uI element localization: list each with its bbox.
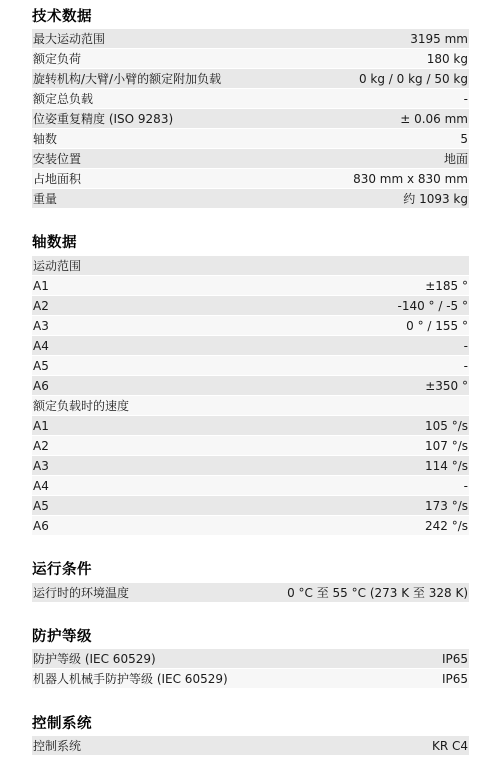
row-label: A4 bbox=[33, 338, 49, 353]
row-label: A3 bbox=[33, 458, 49, 473]
table-row bbox=[32, 649, 469, 669]
row-value: 约 1093 kg bbox=[403, 192, 468, 206]
row-value: IP65 bbox=[441, 651, 468, 666]
row-label: 运动范围 bbox=[33, 259, 82, 273]
operating-conditions-table bbox=[32, 583, 469, 603]
row-value: 242 °/s bbox=[424, 518, 468, 533]
row-value: 107 °/s bbox=[424, 438, 468, 453]
row-label: A1 bbox=[33, 278, 49, 293]
row-value: 180 kg bbox=[426, 51, 468, 66]
technical-data-table bbox=[32, 29, 469, 209]
row-label: 额定总负载 bbox=[33, 92, 94, 106]
row-label: 占地面积 bbox=[33, 172, 82, 186]
section-title-axis-data: 轴数据 bbox=[32, 235, 77, 251]
protection-class-table bbox=[32, 649, 469, 689]
row-label: A6 bbox=[33, 378, 49, 393]
row-label: 额定负载时的速度 bbox=[33, 399, 130, 413]
table-row bbox=[32, 736, 469, 756]
row-value: 173 °/s bbox=[424, 498, 468, 513]
row-value: 0 ° / 155 ° bbox=[406, 318, 468, 333]
row-label: A4 bbox=[33, 478, 49, 493]
table-row bbox=[32, 109, 469, 129]
table-row bbox=[32, 583, 469, 603]
row-label: 额定负荷 bbox=[33, 52, 82, 66]
row-label: 运行时的环境温度 bbox=[33, 586, 130, 600]
row-value: IP65 bbox=[441, 671, 468, 686]
section-title-protection-class: 防护等级 bbox=[32, 629, 92, 645]
row-value: KR C4 bbox=[431, 738, 468, 753]
row-value: - bbox=[463, 478, 468, 493]
table-row bbox=[32, 516, 469, 536]
row-label: 控制系统 bbox=[33, 739, 82, 753]
table-row bbox=[32, 496, 469, 516]
row-value: 0 °C 至 55 °C (273 K 至 328 K) bbox=[287, 586, 468, 600]
row-label: A1 bbox=[33, 418, 49, 433]
table-row bbox=[32, 29, 469, 49]
row-label: A3 bbox=[33, 318, 49, 333]
table-row bbox=[32, 436, 469, 456]
row-value: 3195 mm bbox=[410, 31, 468, 46]
row-value: 地面 bbox=[443, 152, 468, 166]
row-value: 5 bbox=[460, 131, 468, 146]
table-row bbox=[32, 69, 469, 89]
row-value: - bbox=[463, 338, 468, 353]
table-row bbox=[32, 356, 469, 376]
table-row bbox=[32, 169, 469, 189]
section-title-control-system: 控制系统 bbox=[32, 716, 92, 732]
table-row bbox=[32, 49, 469, 69]
row-value: - bbox=[463, 358, 468, 373]
section-title-technical-data: 技术数据 bbox=[32, 9, 92, 25]
row-value: 0 kg / 0 kg / 50 kg bbox=[358, 71, 468, 86]
row-value: -140 ° / -5 ° bbox=[397, 298, 468, 313]
table-row bbox=[32, 129, 469, 149]
row-value: ± 0.06 mm bbox=[400, 111, 468, 126]
row-value: - bbox=[463, 91, 468, 106]
row-label: 机器人机械手防护等级 (IEC 60529) bbox=[33, 672, 228, 686]
row-label: A5 bbox=[33, 358, 49, 373]
table-row bbox=[32, 376, 469, 396]
section-title-operating-conditions: 运行条件 bbox=[32, 562, 92, 578]
table-row bbox=[32, 89, 469, 109]
table-row bbox=[32, 189, 469, 209]
control-system-table bbox=[32, 736, 469, 756]
table-row bbox=[32, 456, 469, 476]
table-row bbox=[32, 316, 469, 336]
table-row bbox=[32, 416, 469, 436]
table-row bbox=[32, 396, 469, 416]
row-value: 114 °/s bbox=[424, 458, 468, 473]
row-label: A2 bbox=[33, 298, 49, 313]
row-label: 轴数 bbox=[33, 132, 58, 146]
row-value: 830 mm x 830 mm bbox=[353, 171, 468, 186]
row-value: ±185 ° bbox=[425, 278, 468, 293]
row-label: 安装位置 bbox=[33, 152, 82, 166]
row-label: 最大运动范围 bbox=[33, 32, 106, 46]
table-row bbox=[32, 669, 469, 689]
row-label: 旋转机构/大臂/小臂的额定附加负载 bbox=[33, 72, 222, 86]
table-row bbox=[32, 276, 469, 296]
table-row bbox=[32, 256, 469, 276]
table-row bbox=[32, 336, 469, 356]
table-row bbox=[32, 476, 469, 496]
row-label: A5 bbox=[33, 498, 49, 513]
row-value: 105 °/s bbox=[424, 418, 468, 433]
row-label: 防护等级 (IEC 60529) bbox=[33, 652, 156, 666]
table-row bbox=[32, 149, 469, 169]
row-label: 位姿重复精度 (ISO 9283) bbox=[33, 112, 174, 126]
table-row bbox=[32, 296, 469, 316]
row-label: A2 bbox=[33, 438, 49, 453]
axis-data-table bbox=[32, 256, 469, 536]
row-label: A6 bbox=[33, 518, 49, 533]
row-label: 重量 bbox=[33, 192, 58, 206]
row-value: ±350 ° bbox=[425, 378, 468, 393]
